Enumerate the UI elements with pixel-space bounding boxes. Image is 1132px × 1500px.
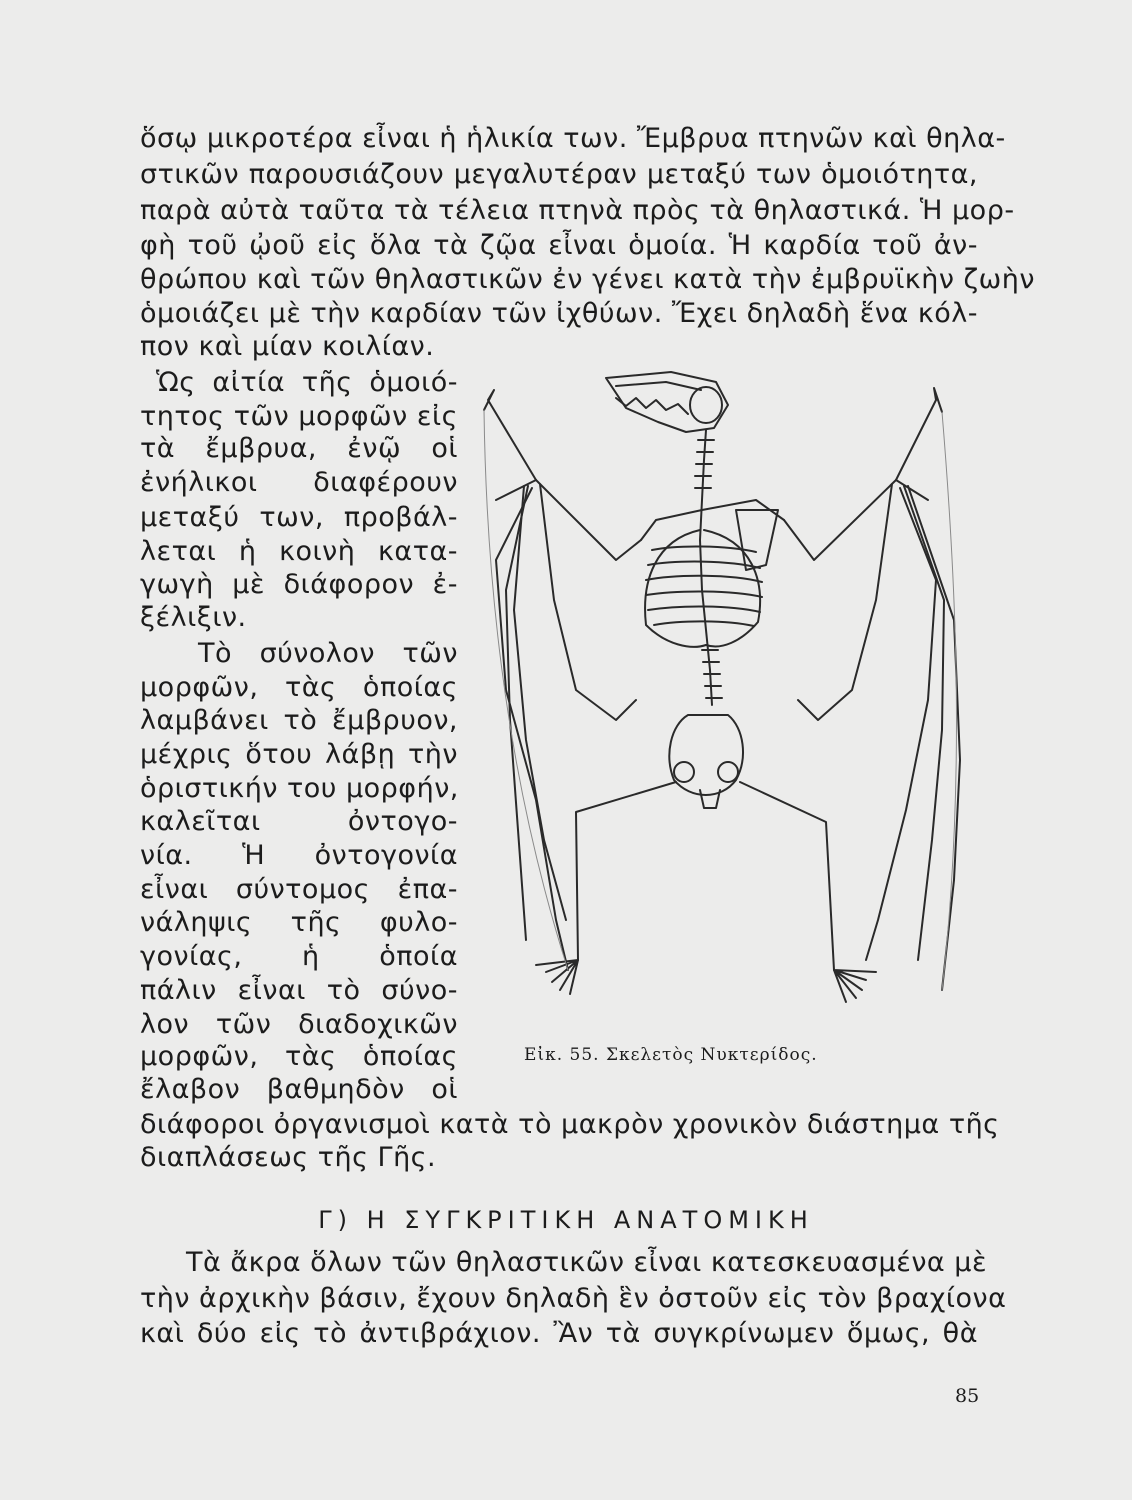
text-line: πάλιν εἶναι τὸ σύνο- bbox=[140, 975, 458, 1006]
text-line: πον καὶ μίαν κοιλίαν. bbox=[140, 331, 435, 362]
text-line: ὁριστικήν του μορφήν, bbox=[140, 773, 459, 804]
text-line: στικῶν παρουσιάζουν μεγαλυτέραν μεταξύ των ὁμοιότητα, bbox=[140, 159, 978, 190]
section-heading: Γ) Η ΣΥΓΚΡΙΤΙΚΗ ΑΝΑΤΟΜΙΚΗ bbox=[318, 1206, 814, 1234]
text-line: ξέλιξιν. bbox=[140, 602, 247, 633]
text-line: διαπλάσεως τῆς Γῆς. bbox=[140, 1142, 437, 1173]
text-line: μορφῶν, τὰς ὁποίας bbox=[140, 1041, 458, 1072]
text-line: ἔλαβον βαθμηδὸν οἱ bbox=[140, 1074, 458, 1105]
text-line: μέχρις ὅτου λάβῃ τὴν bbox=[140, 739, 458, 770]
figure-caption: Εἰκ. 55. Σκελετὸς Νυκτερίδος. bbox=[524, 1045, 818, 1065]
text-line: γονίας, ἡ ὁποία bbox=[140, 941, 458, 972]
text-line: καλεῖται ὀντογο- bbox=[140, 806, 458, 837]
text-line: τητος τῶν μορφῶν εἰς bbox=[140, 401, 458, 432]
text-line: φὴ τοῦ ᾠοῦ εἰς ὅλα τὰ ζῷα εἶναι ὁμοία. Ἡ καρδία τοῦ ἀν- bbox=[140, 230, 978, 261]
text-line: λον τῶν διαδοχικῶν bbox=[140, 1009, 458, 1040]
text-line: Ὡς αἰτία τῆς ὁμοιό- bbox=[156, 367, 458, 398]
text-line: εἶναι σύντομος ἐπα- bbox=[140, 874, 458, 905]
text-line: θρώπου καὶ τῶν θηλαστικῶν ἐν γένει κατὰ τὴν ἐμβρυϊκὴν ζωὴν bbox=[140, 264, 1035, 295]
text-line: ὁμοιάζει μὲ τὴν καρδίαν τῶν ἰχθύων. Ἔχει δηλαδὴ ἕνα κόλ- bbox=[140, 298, 978, 329]
text-line: ὅσῳ μικροτέρα εἶναι ἡ ἡλικία των. Ἔμβρυα πτηνῶν καὶ θηλα- bbox=[140, 123, 1006, 154]
text-line: τὰ ἔμβρυα, ἐνῷ οἱ bbox=[140, 433, 458, 464]
page-number: 85 bbox=[955, 1385, 980, 1407]
text-line: ἐνήλικοι διαφέρουν bbox=[140, 467, 458, 498]
text-line: λεται ἡ κοινὴ κατα- bbox=[140, 536, 458, 567]
text-line: Τὰ ἄκρα ὅλων τῶν θηλαστικῶν εἶναι κατεσκευασμένα μὲ bbox=[186, 1247, 988, 1278]
text-line: Τὸ σύνολον τῶν bbox=[198, 638, 458, 669]
text-line: μορφῶν, τὰς ὁποίας bbox=[140, 672, 458, 703]
text-line: λαμβάνει τὸ ἔμβρυον, bbox=[140, 705, 458, 736]
text-line: παρὰ αὐτὰ ταῦτα τὰ τέλεια πτηνὰ πρὸς τὰ θηλαστικά. Ἡ μορ- bbox=[140, 195, 1015, 226]
text-line: καὶ δύο εἰς τὸ ἀντιβράχιον. Ἂν τὰ συγκρίνωμεν ὅμως, θὰ bbox=[140, 1318, 978, 1349]
text-line: νάληψις τῆς φυλο- bbox=[140, 907, 458, 938]
text-line: γωγὴ μὲ διάφορον ἐ- bbox=[140, 569, 458, 600]
bat-skeleton-illustration bbox=[466, 360, 976, 1040]
text-line: νία. Ἡ ὀντογονία bbox=[140, 840, 458, 871]
text-line: μεταξύ των, προβάλ- bbox=[140, 502, 458, 533]
text-line: τὴν ἀρχικὴν βάσιν, ἔχουν δηλαδὴ ἓν ὀστοῦν εἰς τὸν βραχίονα bbox=[140, 1283, 1007, 1314]
text-line: διάφοροι ὀργανισμοὶ κατὰ τὸ μακρὸν χρονικὸν διάστημα τῆς bbox=[140, 1109, 1000, 1140]
